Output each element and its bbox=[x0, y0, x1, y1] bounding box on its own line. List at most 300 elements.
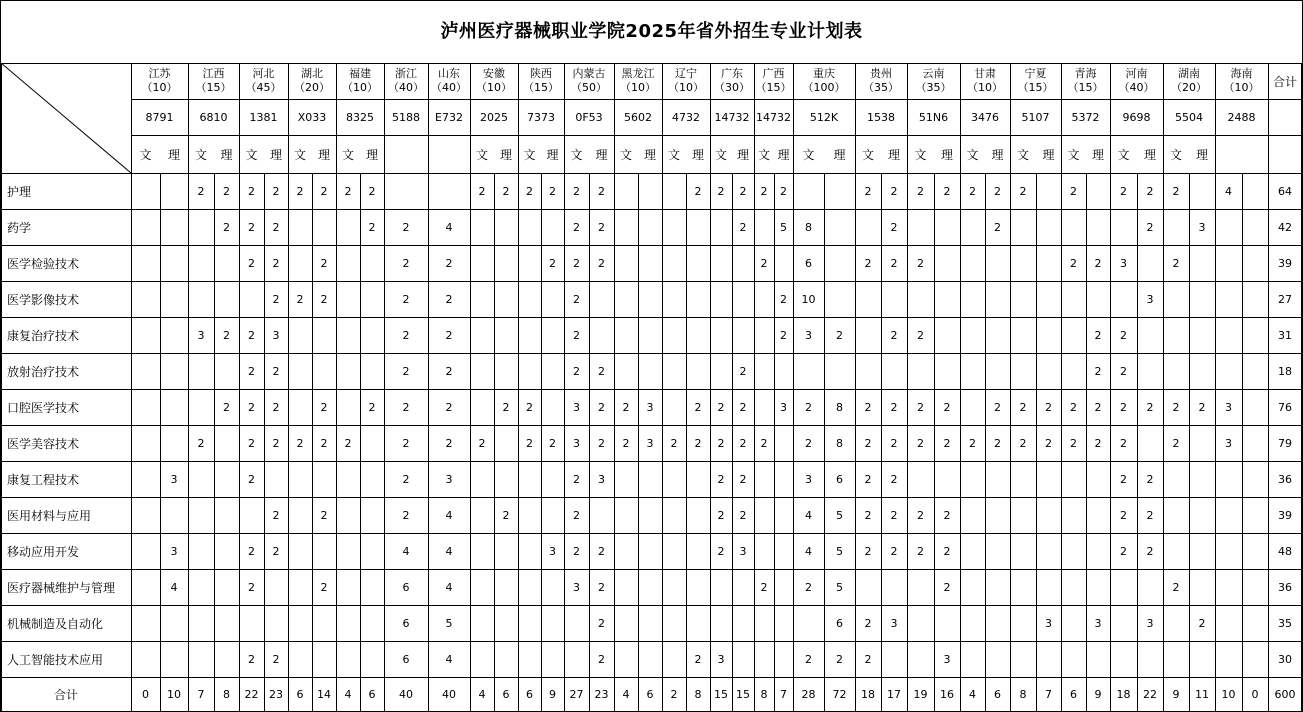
cell-value bbox=[188, 245, 214, 281]
sub-label: 理 bbox=[499, 147, 512, 162]
cell-value bbox=[1086, 641, 1110, 677]
cell-value: 2 bbox=[445, 328, 453, 342]
cell-value bbox=[1137, 425, 1163, 461]
cell-value: 2 bbox=[943, 436, 951, 450]
cell-value: 2 bbox=[1120, 364, 1127, 378]
cell-value bbox=[614, 353, 638, 389]
cell-value: 7 bbox=[197, 687, 205, 701]
cell-value bbox=[1061, 209, 1086, 245]
cell-value: 40 bbox=[399, 687, 413, 701]
cell-value bbox=[686, 569, 710, 605]
cell-value: 3 bbox=[197, 328, 205, 342]
row-total: 39 bbox=[1278, 256, 1292, 270]
cell-value bbox=[1036, 317, 1061, 353]
cell-value: 2 bbox=[445, 292, 453, 306]
cell-value bbox=[264, 569, 288, 605]
cell-value bbox=[160, 497, 188, 533]
major-name: 医学影像技术 bbox=[7, 292, 80, 307]
cell-value bbox=[614, 245, 638, 281]
cell-value bbox=[662, 605, 686, 641]
cell-value: 2 bbox=[780, 292, 787, 306]
cell-value bbox=[494, 245, 518, 281]
cell-value bbox=[774, 461, 793, 497]
cell-value: 2 bbox=[805, 436, 812, 450]
cell-value bbox=[881, 569, 907, 605]
cell-value bbox=[312, 209, 336, 245]
cell-value: 2 bbox=[526, 400, 533, 414]
cell-value: 2 bbox=[694, 400, 702, 414]
cell-value bbox=[614, 497, 638, 533]
cell-value: 4 bbox=[445, 220, 453, 234]
cell-value: 2 bbox=[1198, 616, 1206, 630]
cell-value: 2 bbox=[739, 472, 747, 486]
cell-value bbox=[855, 353, 881, 389]
province-name bbox=[336, 63, 384, 99]
major-name: 医学检验技术 bbox=[7, 256, 80, 271]
cell-value bbox=[754, 461, 774, 497]
cell-value bbox=[1086, 281, 1110, 317]
cell-value bbox=[686, 209, 710, 245]
cell-value bbox=[1242, 209, 1268, 245]
cell-value: 2 bbox=[1198, 400, 1206, 414]
cell-value: 2 bbox=[573, 328, 580, 342]
cell-value bbox=[638, 461, 662, 497]
cell-value: 2 bbox=[943, 508, 951, 522]
sub-label: 理 bbox=[1143, 147, 1156, 162]
cell-value bbox=[614, 569, 638, 605]
province-name bbox=[754, 63, 793, 99]
cell-value bbox=[360, 317, 384, 353]
cell-value bbox=[985, 461, 1010, 497]
cell-value: 2 bbox=[943, 400, 951, 414]
cell-value bbox=[188, 209, 214, 245]
cell-value bbox=[1036, 245, 1061, 281]
cell-value: 2 bbox=[320, 508, 328, 522]
cell-value bbox=[662, 389, 686, 425]
cell-value bbox=[686, 533, 710, 569]
province-label: 江西 bbox=[202, 67, 225, 80]
province-name bbox=[960, 63, 1010, 99]
cell-value bbox=[1242, 497, 1268, 533]
province-code: 5602 bbox=[624, 110, 652, 124]
cell-value bbox=[732, 569, 754, 605]
cell-value bbox=[1215, 605, 1242, 641]
cell-value bbox=[264, 605, 288, 641]
cell-value: 2 bbox=[717, 436, 725, 450]
cell-value bbox=[188, 605, 214, 641]
cell-value bbox=[985, 245, 1010, 281]
cell-value bbox=[754, 533, 774, 569]
province-label: 河南 bbox=[1125, 67, 1148, 80]
province-label: 重庆 bbox=[813, 67, 835, 80]
cell-value bbox=[732, 245, 754, 281]
cell-value bbox=[360, 353, 384, 389]
cell-value bbox=[1163, 497, 1189, 533]
province-label: 内蒙古 bbox=[572, 67, 606, 80]
cell-value: 8 bbox=[1019, 687, 1027, 701]
cell-value bbox=[360, 497, 384, 533]
cell-value: 2 bbox=[1172, 580, 1180, 594]
cell-value bbox=[239, 497, 264, 533]
cell-value: 2 bbox=[478, 184, 486, 198]
cell-value: 2 bbox=[223, 220, 230, 234]
province-quota: （45） bbox=[245, 81, 282, 94]
cell-value: 2 bbox=[994, 400, 1001, 414]
cell-value: 10 bbox=[167, 687, 181, 701]
row-total: 76 bbox=[1278, 400, 1292, 414]
cell-value bbox=[1189, 569, 1215, 605]
cell-value: 2 bbox=[917, 544, 924, 558]
province-code: 6810 bbox=[199, 110, 228, 124]
cell-value: 3 bbox=[1120, 256, 1127, 270]
cell-value bbox=[288, 245, 312, 281]
cell-value: 2 bbox=[739, 400, 747, 414]
cell-value bbox=[1010, 281, 1036, 317]
cell-value: 2 bbox=[1146, 544, 1154, 558]
cell-value bbox=[1215, 461, 1242, 497]
cell-value bbox=[1215, 497, 1242, 533]
cell-value bbox=[754, 317, 774, 353]
cell-value bbox=[494, 317, 518, 353]
cell-value bbox=[638, 209, 662, 245]
cell-value bbox=[1189, 317, 1215, 353]
cell-value bbox=[1061, 353, 1086, 389]
cell-value bbox=[160, 425, 188, 461]
province-label: 广西 bbox=[762, 67, 785, 80]
cell-value bbox=[1086, 497, 1110, 533]
province-name bbox=[1110, 63, 1163, 99]
cell-value bbox=[907, 461, 934, 497]
cell-value bbox=[638, 497, 662, 533]
cell-value: 8 bbox=[760, 687, 768, 701]
cell-value bbox=[1189, 641, 1215, 677]
cell-value bbox=[732, 605, 754, 641]
cell-value bbox=[1061, 461, 1086, 497]
cell-value: 2 bbox=[402, 364, 410, 378]
sub-label bbox=[384, 135, 428, 173]
cell-value bbox=[1163, 605, 1189, 641]
cell-value bbox=[754, 497, 774, 533]
cell-value: 6 bbox=[994, 687, 1001, 701]
cell-value: 2 bbox=[739, 220, 747, 234]
cell-value bbox=[824, 281, 855, 317]
province-name bbox=[564, 63, 614, 99]
cell-value: 3 bbox=[573, 580, 580, 594]
cell-value: 2 bbox=[598, 364, 605, 378]
cell-value: 2 bbox=[739, 184, 747, 198]
cell-value: 2 bbox=[890, 472, 898, 486]
cell-value bbox=[710, 353, 732, 389]
cell-value: 6 bbox=[526, 687, 533, 701]
cell-value: 2 bbox=[836, 328, 843, 342]
cell-value bbox=[710, 209, 732, 245]
cell-value: 7 bbox=[1045, 687, 1052, 701]
cell-value bbox=[214, 641, 239, 677]
province-name bbox=[855, 63, 907, 99]
province-quota: （10） bbox=[141, 81, 178, 94]
cell-value bbox=[638, 641, 662, 677]
cell-value bbox=[686, 461, 710, 497]
major-name: 口腔医学技术 bbox=[7, 400, 80, 415]
cell-value bbox=[518, 281, 541, 317]
cell-value bbox=[985, 533, 1010, 569]
cell-value bbox=[1242, 353, 1268, 389]
cell-value: 2 bbox=[780, 184, 787, 198]
sub-label: 理 bbox=[220, 147, 233, 162]
cell-value bbox=[288, 317, 312, 353]
cell-value: 2 bbox=[573, 184, 580, 198]
cell-value bbox=[518, 245, 541, 281]
cell-value bbox=[934, 353, 960, 389]
cell-value bbox=[985, 569, 1010, 605]
cell-value: 2 bbox=[805, 580, 812, 594]
province-label: 甘肃 bbox=[974, 67, 996, 80]
sub-label: 文 bbox=[1067, 147, 1080, 162]
cell-value: 2 bbox=[890, 328, 898, 342]
cell-value: 4 bbox=[805, 544, 812, 558]
cell-value: 2 bbox=[864, 616, 872, 630]
cell-value bbox=[518, 569, 541, 605]
sub-label: 文 bbox=[802, 147, 815, 162]
cell-value: 2 bbox=[694, 436, 702, 450]
cell-value bbox=[336, 641, 360, 677]
cell-value: 3 bbox=[170, 544, 178, 558]
cell-value: 2 bbox=[1120, 472, 1127, 486]
grid-line bbox=[1, 63, 2, 711]
cell-value bbox=[131, 605, 160, 641]
cell-value bbox=[662, 353, 686, 389]
cell-value bbox=[1189, 173, 1215, 209]
cell-value bbox=[494, 281, 518, 317]
cell-value: 2 bbox=[890, 400, 898, 414]
cell-value bbox=[288, 461, 312, 497]
sub-label: 理 bbox=[1195, 147, 1208, 162]
province-code: 14732 bbox=[756, 110, 791, 124]
cell-value bbox=[824, 209, 855, 245]
cell-value bbox=[1242, 461, 1268, 497]
cell-value: 2 bbox=[272, 652, 280, 666]
cell-value bbox=[774, 497, 793, 533]
cell-value: 2 bbox=[320, 436, 328, 450]
cell-value: 2 bbox=[248, 472, 255, 486]
province-code: 2025 bbox=[480, 110, 508, 124]
total-row-label: 合计 bbox=[53, 687, 78, 702]
cell-value bbox=[1110, 209, 1137, 245]
cell-value bbox=[336, 569, 360, 605]
cell-value bbox=[360, 281, 384, 317]
cell-value: 4 bbox=[344, 687, 352, 701]
cell-value: 2 bbox=[598, 580, 605, 594]
sub-label: 文 bbox=[966, 147, 979, 162]
sub-label: 文 bbox=[523, 147, 536, 162]
cell-value: 2 bbox=[296, 184, 304, 198]
cell-value bbox=[1163, 533, 1189, 569]
cell-value bbox=[518, 353, 541, 389]
cell-value: 2 bbox=[890, 544, 898, 558]
cell-value bbox=[907, 569, 934, 605]
cell-value: 2 bbox=[598, 436, 605, 450]
cell-value: 2 bbox=[994, 184, 1001, 198]
province-quota: （40） bbox=[388, 81, 424, 94]
cell-value bbox=[1036, 209, 1061, 245]
cell-value: 4 bbox=[170, 580, 178, 594]
cell-value bbox=[1242, 425, 1268, 461]
cell-value bbox=[214, 569, 239, 605]
cell-value: 2 bbox=[760, 184, 768, 198]
row-total: 31 bbox=[1278, 328, 1292, 342]
cell-value: 2 bbox=[1146, 184, 1154, 198]
cell-value bbox=[960, 281, 985, 317]
cell-value: 5 bbox=[445, 616, 453, 630]
cell-value bbox=[1010, 533, 1036, 569]
cell-value: 2 bbox=[402, 328, 410, 342]
cell-value bbox=[518, 461, 541, 497]
cell-value bbox=[774, 425, 793, 461]
cell-value bbox=[985, 497, 1010, 533]
cell-value bbox=[131, 497, 160, 533]
province-quota: （10） bbox=[1223, 81, 1260, 94]
cell-value bbox=[428, 173, 470, 209]
cell-value: 2 bbox=[917, 184, 924, 198]
cell-value: 4 bbox=[805, 508, 812, 522]
cell-value: 2 bbox=[1120, 436, 1127, 450]
cell-value bbox=[907, 209, 934, 245]
cell-value bbox=[494, 569, 518, 605]
cell-value bbox=[1215, 317, 1242, 353]
cell-value bbox=[1163, 209, 1189, 245]
cell-value: 2 bbox=[598, 220, 605, 234]
total-header: 合计 bbox=[1272, 74, 1297, 89]
cell-value: 2 bbox=[994, 436, 1001, 450]
cell-value: 2 bbox=[670, 436, 678, 450]
cell-value: 2 bbox=[197, 436, 205, 450]
province-label: 贵州 bbox=[870, 67, 892, 80]
sub-label: 理 bbox=[546, 147, 559, 162]
cell-value: 2 bbox=[272, 544, 280, 558]
cell-value bbox=[793, 605, 824, 641]
cell-value bbox=[1086, 461, 1110, 497]
cell-value bbox=[638, 245, 662, 281]
cell-value bbox=[188, 641, 214, 677]
cell-value bbox=[1189, 461, 1215, 497]
cell-value bbox=[1036, 173, 1061, 209]
cell-value bbox=[131, 641, 160, 677]
page-title: 泸州医疗器械职业学院2025年省外招生专业计划表 bbox=[440, 21, 863, 42]
cell-value: 2 bbox=[478, 436, 486, 450]
cell-value bbox=[934, 317, 960, 353]
cell-value: 8 bbox=[836, 400, 843, 414]
cell-value: 2 bbox=[1094, 364, 1102, 378]
cell-value: 6 bbox=[646, 687, 654, 701]
cell-value bbox=[1036, 353, 1061, 389]
cell-value bbox=[934, 281, 960, 317]
cell-value bbox=[907, 605, 934, 641]
cell-value bbox=[160, 173, 188, 209]
row-total: 27 bbox=[1278, 292, 1292, 306]
cell-value: 4 bbox=[478, 687, 486, 701]
cell-value: 2 bbox=[1172, 256, 1180, 270]
cell-value: 3 bbox=[445, 472, 453, 486]
sub-label: 理 bbox=[1042, 147, 1055, 162]
cell-value bbox=[1036, 569, 1061, 605]
province-quota: （30） bbox=[714, 81, 750, 94]
province-label: 广东 bbox=[721, 67, 743, 80]
cell-value: 2 bbox=[739, 436, 747, 450]
cell-value bbox=[774, 533, 793, 569]
cell-value bbox=[1010, 353, 1036, 389]
cell-value: 6 bbox=[368, 687, 376, 701]
cell-value: 2 bbox=[248, 220, 255, 234]
cell-value: 2 bbox=[320, 400, 328, 414]
cell-value bbox=[638, 569, 662, 605]
cell-value: 2 bbox=[1094, 400, 1102, 414]
cell-value bbox=[131, 173, 160, 209]
cell-value: 2 bbox=[805, 400, 812, 414]
cell-value bbox=[985, 317, 1010, 353]
cell-value bbox=[754, 641, 774, 677]
cell-value: 3 bbox=[170, 472, 178, 486]
cell-value: 5 bbox=[780, 220, 787, 234]
cell-value bbox=[188, 281, 214, 317]
province-quota: （10） bbox=[967, 81, 1003, 94]
cell-value bbox=[1061, 605, 1086, 641]
cell-value bbox=[470, 245, 494, 281]
cell-value bbox=[881, 641, 907, 677]
cell-value bbox=[312, 641, 336, 677]
cell-value: 2 bbox=[1019, 436, 1027, 450]
cell-value bbox=[732, 281, 754, 317]
cell-value bbox=[288, 209, 312, 245]
cell-value bbox=[470, 389, 494, 425]
cell-value bbox=[541, 209, 564, 245]
cell-value bbox=[214, 533, 239, 569]
cell-value bbox=[541, 461, 564, 497]
cell-value: 2 bbox=[890, 508, 898, 522]
cell-value bbox=[494, 461, 518, 497]
cell-value bbox=[470, 461, 494, 497]
cell-value: 2 bbox=[502, 508, 510, 522]
cell-value: 2 bbox=[272, 508, 280, 522]
cell-value bbox=[160, 641, 188, 677]
cell-value bbox=[1189, 353, 1215, 389]
cell-value bbox=[1189, 281, 1215, 317]
cell-value: 2 bbox=[890, 436, 898, 450]
cell-value bbox=[470, 281, 494, 317]
cell-value bbox=[1036, 461, 1061, 497]
sub-label: 理 bbox=[833, 147, 846, 162]
cell-value bbox=[1036, 281, 1061, 317]
major-name: 康复工程技术 bbox=[7, 472, 80, 487]
cell-value: 2 bbox=[760, 256, 768, 270]
cell-value bbox=[934, 461, 960, 497]
cell-value: 6 bbox=[805, 256, 812, 270]
cell-value bbox=[288, 353, 312, 389]
grid-line bbox=[1301, 63, 1302, 711]
sub-label: 文 bbox=[619, 147, 632, 162]
province-code: 512K bbox=[809, 110, 839, 124]
cell-value: 23 bbox=[269, 687, 283, 701]
cell-value: 2 bbox=[1019, 400, 1027, 414]
province-code: 5107 bbox=[1021, 110, 1050, 124]
cell-value bbox=[1242, 389, 1268, 425]
cell-value bbox=[312, 353, 336, 389]
cell-value: 3 bbox=[549, 544, 556, 558]
cell-value: 2 bbox=[1146, 472, 1154, 486]
cell-value bbox=[662, 173, 686, 209]
province-quota: （15） bbox=[1017, 81, 1054, 94]
cell-value bbox=[188, 389, 214, 425]
cell-value bbox=[960, 209, 985, 245]
